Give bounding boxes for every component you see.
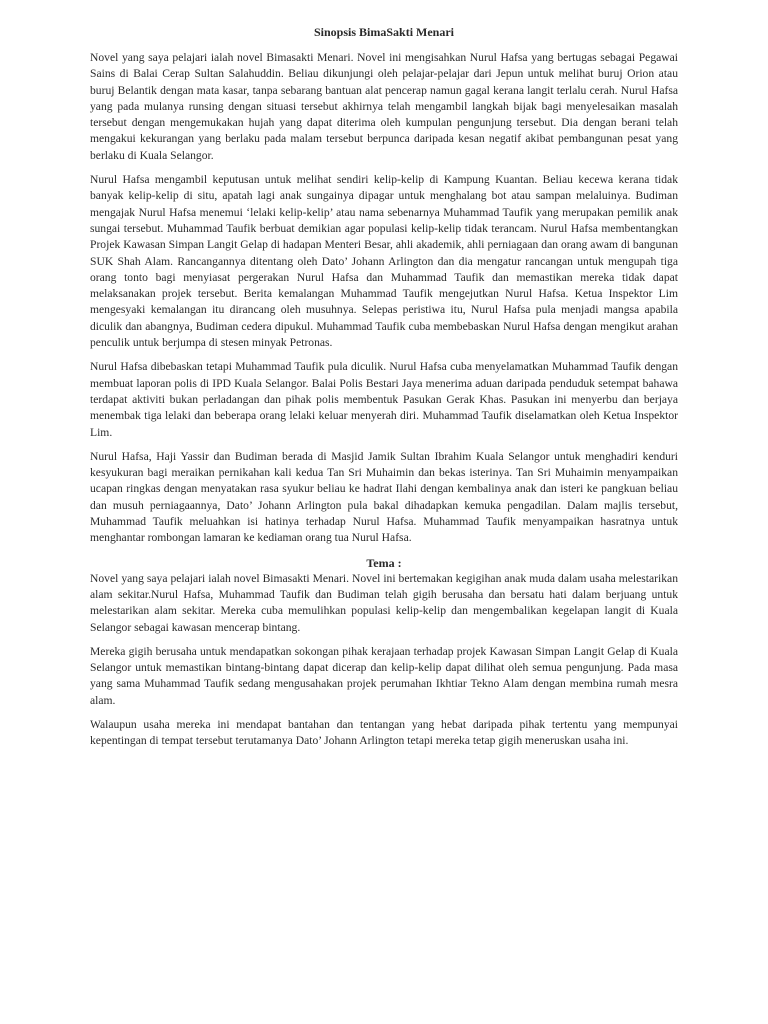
sinopsis-paragraph-3: Nurul Hafsa dibebaskan tetapi Muhammad Taufik pula diculik. Nurul Hafsa cuba menyelamatkan Muhammad Taufik dengan membuat laporan polis di IPD Kuala Selangor. Balai Polis Bestari Jaya menerima aduan daripada penduduk setempat bahawa terdapat aktiviti bukan perladangan dan pihak polis membentuk Pasukan Gerak Khas. Pasukan ini menyerbu dan berjaya menembak tiga lelaki dan beberapa orang lelaki keluar menyerah diri. Muhammad Taufik diselamatkan oleh Ketua Inspektor Lim. xyxy=(90,360,678,439)
tema-paragraph-3: Walaupun usaha mereka ini mendapat bantahan dan tentangan yang hebat daripada pihak tertentu yang mempunyai kepentingan di tempat tersebut terutamanya Dato’ Johann Arlington tetapi mereka tetap gigih meneruskan usaha ini. xyxy=(90,717,678,748)
sinopsis-paragraph-2: Nurul Hafsa mengambil keputusan untuk melihat sendiri kelip-kelip di Kampung Kuantan. Beliau kecewa kerana tidak banyak kelip-kelip di situ, apatah lagi anak sungainya dipagar untuk menghalang bot atau sampan melaluinya. Budiman mengajak Nurul Hafsa menemui ‘lelaki kelip-kelip’ atau nama sebenarnya Muhammad Taufik yang merupakan pemilik anak sungai tersebut. Muhammad Taufik berbuat demikian agar populasi kelip-kelip tidak terancam. Nurul Hafsa membentangkan Projek Kawasan Simpan Langit Gelap di hadapan Menteri Besar, ahli akademik, ahli perniagaan dan orang awam di bangunan SUK Shah Alam. Rancangannya ditentang oleh Dato’ Johann Arlington dan dia mengatur rancangan untuk mengupah tiga orang tonto bagi menyiasat pergerakan Nurul Hafsa dan Muhammad Taufik dan memastikan mereka tidak dapat melaksanakan projek tersebut. Berita kemalangan Muhammad Taufik mengejutkan Nurul Hafsa. Ketua Inspektor Lim mengesyaki kemalangan itu dirancang oleh musuhnya. Selepas peristiwa itu, Nurul Hafsa pula menjadi mangsa apabila diculik dan abangnya, Budiman cedera dipukul. Muhammad Taufik cuba membebaskan Nurul Hafsa dengan mengikut arahan penculik untuk berjumpa di stesen minyak Petronas. xyxy=(90,173,678,350)
sinopsis-paragraph-1: Novel yang saya pelajari ialah novel Bimasakti Menari. Novel ini mengisahkan Nurul Hafsa yang bertugas sebagai Pegawai Sains di Balai Cerap Sultan Salahuddin. Beliau dikunjungi oleh pelajar-pelajar dari Jepun untuk melihat buruj Orion atau buruj Belantik dengan mata kasar, tanpa sebarang bantuan alat pencerap namun gagal kerana langit terlalu cerah. Nurul Hafsa yang pada mulanya runsing dengan situasi tersebut akhirnya telah mengambil langkah bijak bagi menyelesaikan masalah tersebut dengan mengemukakan hujah yang dapat diterima oleh kumpulan pengunjung tersebut. Dia dengan berani telah mengakui kekurangan yang berlaku pada malam tersebut berpunca daripada kesan negatif akibat pembangunan pesat yang berlaku di Kuala Selangor. xyxy=(90,51,678,162)
tema-heading: Tema : xyxy=(366,555,402,570)
tema-paragraph-1: Novel yang saya pelajari ialah novel Bimasakti Menari. Novel ini bertemakan kegigihan anak muda dalam usaha melestarikan alam sekitar.Nurul Hafsa, Muhammad Taufik dan Budiman telah gigih berusaha dan bersatu hati dalam berjuang untuk melestarikan alam sekitar. Mereka cuba memulihkan populasi kelip-kelip dan mengembalikan kegelapan langit di Kuala Selangor sebagai kawasan mencerap bintang. xyxy=(90,571,678,634)
tema-paragraph-2: Mereka gigih berusaha untuk mendapatkan sokongan pihak kerajaan terhadap projek Kawasan Simpan Langit Gelap di Kuala Selangor untuk memastikan bintang-bintang dapat dicerap dan kelip-kelip dapat dilihat oleh semua pengunjung. Pada masa yang sama Muhammad Taufik sedang mengusahakan projek perumahan Ikhtiar Tekno Alam dengan membina rumah mesra alam. xyxy=(90,644,678,707)
document-title: Sinopsis BimaSakti Menari xyxy=(313,25,455,39)
sinopsis-paragraph-4: Nurul Hafsa, Haji Yassir dan Budiman berada di Masjid Jamik Sultan Ibrahim Kuala Selangor untuk menghadiri kenduri kesyukuran bagi meraikan pernikahan kali kedua Tan Sri Muhaimin dan bekas isterinya. Tan Sri Muhaimin menyampaikan ucapan ringkas dengan menyatakan rasa syukur beliau ke hadrat Ilahi dengan kembalinya anak dan isteri ke pangkuan beliau dan musuh perniagaannya, Dato’ Johann Arlington pula bakal dihadapkan kemuka pengadilan. Dalam majlis tersebut, Muhammad Taufik meluahkan isi hatinya terhadap Nurul Hafsa. Muhammad Taufik menyampaikan hasratnya untuk menghantar rombongan lamaran ke kediaman orang tua Nurul Hafsa. xyxy=(90,449,678,545)
document-page xyxy=(90,24,678,758)
